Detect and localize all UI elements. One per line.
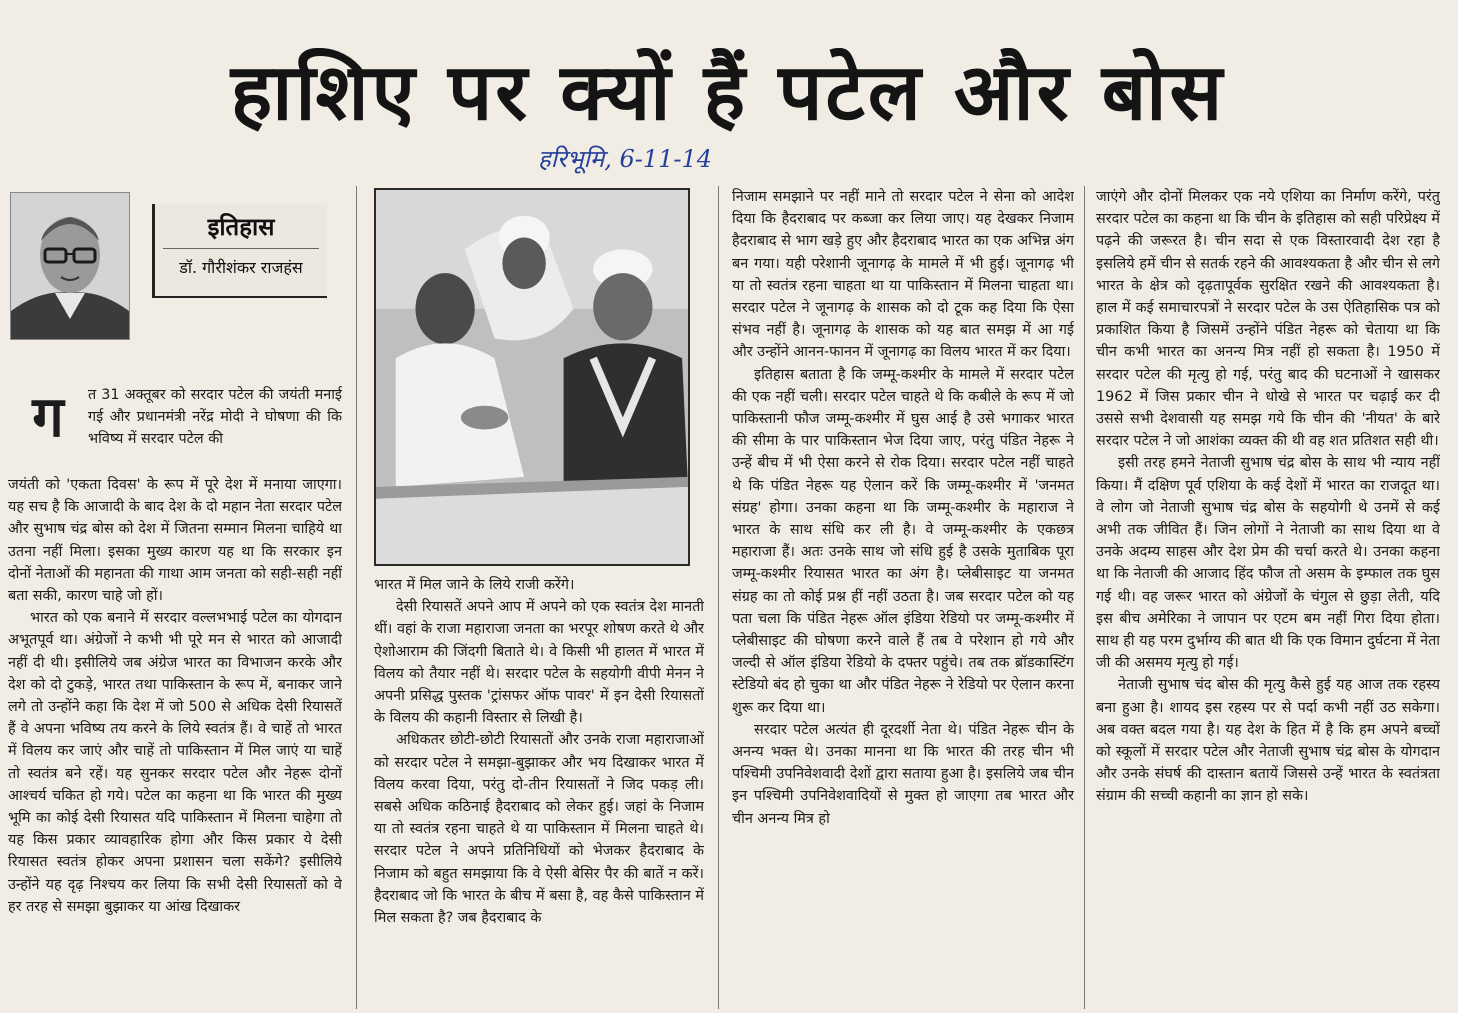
paragraph: निजाम समझाने पर नहीं माने तो सरदार पटेल ने सेना को आदेश दिया कि हैदराबाद पर कब्जा कर लिया जाए। यह देखकर निजाम हैदराबाद से भाग खड़े हुए और हैदराबाद भारत का एक अभिन्न अंग बन गया। यही परेशानी जूनागढ़ के मामले में भी हुई। जूनागढ़ भी या तो स्वतंत्र रहना चाहता था या पाकिस्तान में मिलना चाहता था। सरदार पटेल ने जूनागढ़ के शासक को दो टूक कह दिया कि ऐसा संभव नहीं है। जूनागढ़ के शासक को यह बात समझ में आ गई और उन्होंने आनन-फानन में जूनागढ़ का विलय भारत में कर दिया। [732,189,1074,361]
article-intro [88,384,342,474]
column-divider [1084,186,1085,1009]
paragraph: इतिहास बताता है कि जम्मू-कश्मीर के मामले में सरदार पटेल की एक नहीं चली। सरदार पटेल चाहते थे कि कबीले के रूप में जो पाकिस्तानी फौज जम्मू-कश्मीर में घुस आई है उसे भगाकर भारत की सीमा के पार पाकिस्तान भेज दिया जाए, परंतु पंडित नेहरू ने उन्हें बीच में भी ऐसा करने से रोक दिया। सरदार पटेल नहीं चाहते थे कि पंडित नेहरू यह ऐलान करें कि जम्मू-कश्मीर में 'जनमत संग्रह' होगा। उनका कहना था कि जम्मू-कश्मीर के महाराज ने भारत के साथ संधि कर ली है। वे जम्मू-कश्मीर के एकछत्र महाराजा हैं। अतः उनके साथ जो संधि हुई है उसके मुताबिक पूरा जम्मू-कश्मीर रियासत भारत का अंग है। प्लेबीसाइट या जनमत संग्रह का तो कोई प्रश्न हीं नहीं उठता है। जब सरदार पटेल को यह पता चला कि पंडित नेहरू ऑल इंडिया रेडियो पर जम्मू-कश्मीर में प्लेबीसाइट की घोषणा करने वाले हैं तब वे परेशान हो गये और जल्दी से ऑल इंडिया रेडियो के दफ्तर पहुंचे। तब तक ब्रॉडकास्टिंग स्टेडियो बंद हो चुका था और पंडित नेहरू ने रेडियो पर ऐलान करना शुरू कर दिया था। [732,366,1074,716]
paragraph: भारत को एक बनाने में सरदार वल्लभभाई पटेल का योगदान अभूतपूर्व था। अंग्रेजों ने कभी भी पूरे मन से भारत को आजादी नहीं दी थी। इसीलिये जब अंग्रेज भारत का विभाजन करके और देश को दो टुकड़े, भारत तथा पाकिस्तान के रूप में, बनाकर जाने लगे तो उन्होंने कहा कि देश में जो 500 से अधिक देसी रियासतें हैं वे अपना भविष्य तय करने के लिये स्वतंत्र हैं। वे चाहें तो भारत में विलय कर जाएं और चाहें तो पाकिस्तान में मिल जाएं या चाहें तो स्वतंत्र बने रहें। यह सुनकर सरदार पटेल और नेहरू दोनों आश्चर्य चकित हो गये। पटेल का कहना था कि भारत की मुख्य भूमि का कोई देसी रियासत यदि पाकिस्तान में मिलना चाहेगा तो यह किस प्रकार व्यावहारिक होगा और किस प्रकार ये देसी रियासत स्वतंत्र होकर अपना प्रशासन चला सकेंगे? इसीलिये उन्होंने यह दृढ़ निश्चय कर लिया कि सभी देसी रियासतों को वे हर तरह से समझा बुझाकर या आंख दिखाकर [8,610,342,915]
handwritten-date-note: हरिभूमि, 6-11-14 [538,145,713,173]
article-column-2 [374,574,704,1009]
historical-photo [374,188,690,566]
author-photo [10,192,130,340]
paragraph: सरदार पटेल अत्यंत ही दूरदर्शी नेता थे। पंडित नेहरू चीन के अनन्य भक्त थे। उनका मानना था कि भारत की तरह चीन भी पश्चिमी उपनिवेशवादी देशों द्वारा सताया हुआ है। इसलिये जब चीन इन पश्चिमी उपनिवेशवादियों से मुक्त हो जाएगा तब भारत और चीन अनन्य मित्र हो [732,721,1074,827]
article-column-3 [732,186,1074,1009]
intro-paragraph: त 31 अक्तूबर को सरदार पटेल की जयंती मनाई गई और प्रधानमंत्री नरेंद्र मोदी ने घोषणा की कि भविष्य में सरदार पटेल की [88,387,342,448]
drop-cap: ग [32,384,64,450]
paragraph: जाएंगे और दोनों मिलकर एक नये एशिया का निर्माण करेंगे, परंतु सरदार पटेल का कहना था कि चीन के इतिहास को सही परिप्रेक्ष्य में पढ़ने की जरूरत है। चीन सदा से एक विस्तारवादी देश रहा है इसलिये हमें चीन से सतर्क रहने की आवश्यकता है और चीन से लगे भारत के क्षेत्र को दृढ़तापूर्वक सुरक्षित रखने की आवश्यकता है। हाल में कई समाचारपत्रों ने सरदार पटेल के उस ऐतिहासिक पत्र को प्रकाशित किया है जिसमें उन्होंने पंडित नेहरू को चेताया था कि चीन कभी भारत का अनन्य मित्र नहीं हो सकता है। 1950 में सरदार पटेल की मृत्यु हो गई, परंतु बाद की घटनाओं ने खासकर 1962 में जिस प्रकार चीन ने धोखे से भारत पर चढ़ाई कर दी उससे सभी देशवासी यह समझ गये कि चीन की 'नीयत' के बारे सरदार पटेल ने जो आशंका व्यक्त की थी वह शत प्रतिशत सही थी। [1096,189,1440,450]
section-divider [163,248,319,249]
paragraph: इसी तरह हमने नेताजी सुभाष चंद्र बोस के साथ भी न्याय नहीं किया। मैं दक्षिण पूर्व एशिया के कई देशों में भारत का राजदूत था। वे लोग जो नेताजी सुभाष चंद्र बोस के सहयोगी थे उनमें से कई अभी तक जीवित हैं। जिन लोगों ने नेताजी का साथ दिया था वे उनके अदम्य साहस और देश प्रेम की चर्चा करते थे। उनका कहना था कि नेताजी की आजाद हिंद फौज तो असम के इम्फाल तक घुस गई थी। वह जरूर भारत को अंग्रेजों के चंगुल से छुड़ा लेती, यदि इस बीच अमेरिका ने जापान पर एटम बम नहीं गिरा दिया होता। साथ ही यह परम दुर्भाग्य की बात थी कि एक विमान दुर्घटना में नेता जी की असमय मृत्यु हो गई। [1096,455,1440,672]
headline: हाशिए पर क्यों हैं पटेल और बोस [230,48,1226,138]
paragraph: अधिकतर छोटी-छोटी रियासतों और उनके राजा महाराजाओं को सरदार पटेल ने समझा-बुझाकर और भय दिखाकर भारत में विलय करवा दिया, परंतु दो-तीन रियासतों ने जिद पकड़ ली। सबसे अधिक कठिनाई हैदराबाद को लेकर हुई। जहां के निजाम या तो स्वतंत्र रहना चाहते थे या पाकिस्तान में मिलना चाहते थे। सरदार पटेल ने अपने प्रतिनिधियों को भेजकर हैदराबाद के निजाम को बहुत समझाया कि वे ऐसी बेसिर पैर की बातें न करें। हैदराबाद जो कि भारत के बीच में बसा है, वह कैसे पाकिस्तान में मिल सकता है? जब हैदराबाद के [374,732,704,927]
paragraph: नेताजी सुभाष चंद बोस की मृत्यु कैसे हुई यह आज तक रहस्य बना हुआ है। शायद इस रहस्य पर से पर्दा कभी नहीं उठ सकेगा। अब वक्त बदल गया है। यह देश के हित में है कि हम अपने बच्चों को स्कूलों में सरदार पटेल और नेताजी सुभाष चंद्र बोस के योगदान और उनके संघर्ष की दास्तान बतायें जिससे उन्हें भारत के स्वतंत्रता संग्राम की सच्ची कहानी का ज्ञान हो सके। [1096,677,1440,805]
paragraph: भारत में मिल जाने के लिये राजी करेंगे। [374,577,575,593]
article-column-4 [1096,186,1440,1009]
column-divider [718,186,719,1009]
section-title: इतिहास [207,213,275,241]
article-column-1 [8,474,342,1009]
paragraph: देसी रियासतें अपने आप में अपने को एक स्वतंत्र देश मानती थीं। वहां के राजा महाराजा जनता का भरपूर शोषण करते थे और ऐशोआराम की जिंदगी बिताते थे। वे किसी भी हालत में भारत में विलय को तैयार नहीं थे। सरदार पटेल के सहयोगी वीपी मेनन ने अपनी प्रसिद्ध पुस्तक 'ट्रांसफर ऑफ पावर' में इन देसी रियासतों के विलय की कहानी विस्तार से लिखी है। [374,599,704,727]
section-label-box [152,204,327,298]
paragraph: जयंती को 'एकता दिवस' के रूप में पूरे देश में मनाया जाएगा। यह सच है कि आजादी के बाद देश के दो महान नेता सरदार पटेल और सुभाष चंद्र बोस को देश में जितना सम्मान मिलना चाहिये था उतना नहीं मिला। इसका मुख्य कारण यह था कि सरकार इन दोनों नेताओं की महानता की गाथा आम जनता को सही-सही नहीं बता सकी, कारण चाहे जो हों। [8,477,342,605]
column-divider [356,186,357,1009]
author-name: डॉ. गौरीशंकर राजहंस [179,258,303,277]
